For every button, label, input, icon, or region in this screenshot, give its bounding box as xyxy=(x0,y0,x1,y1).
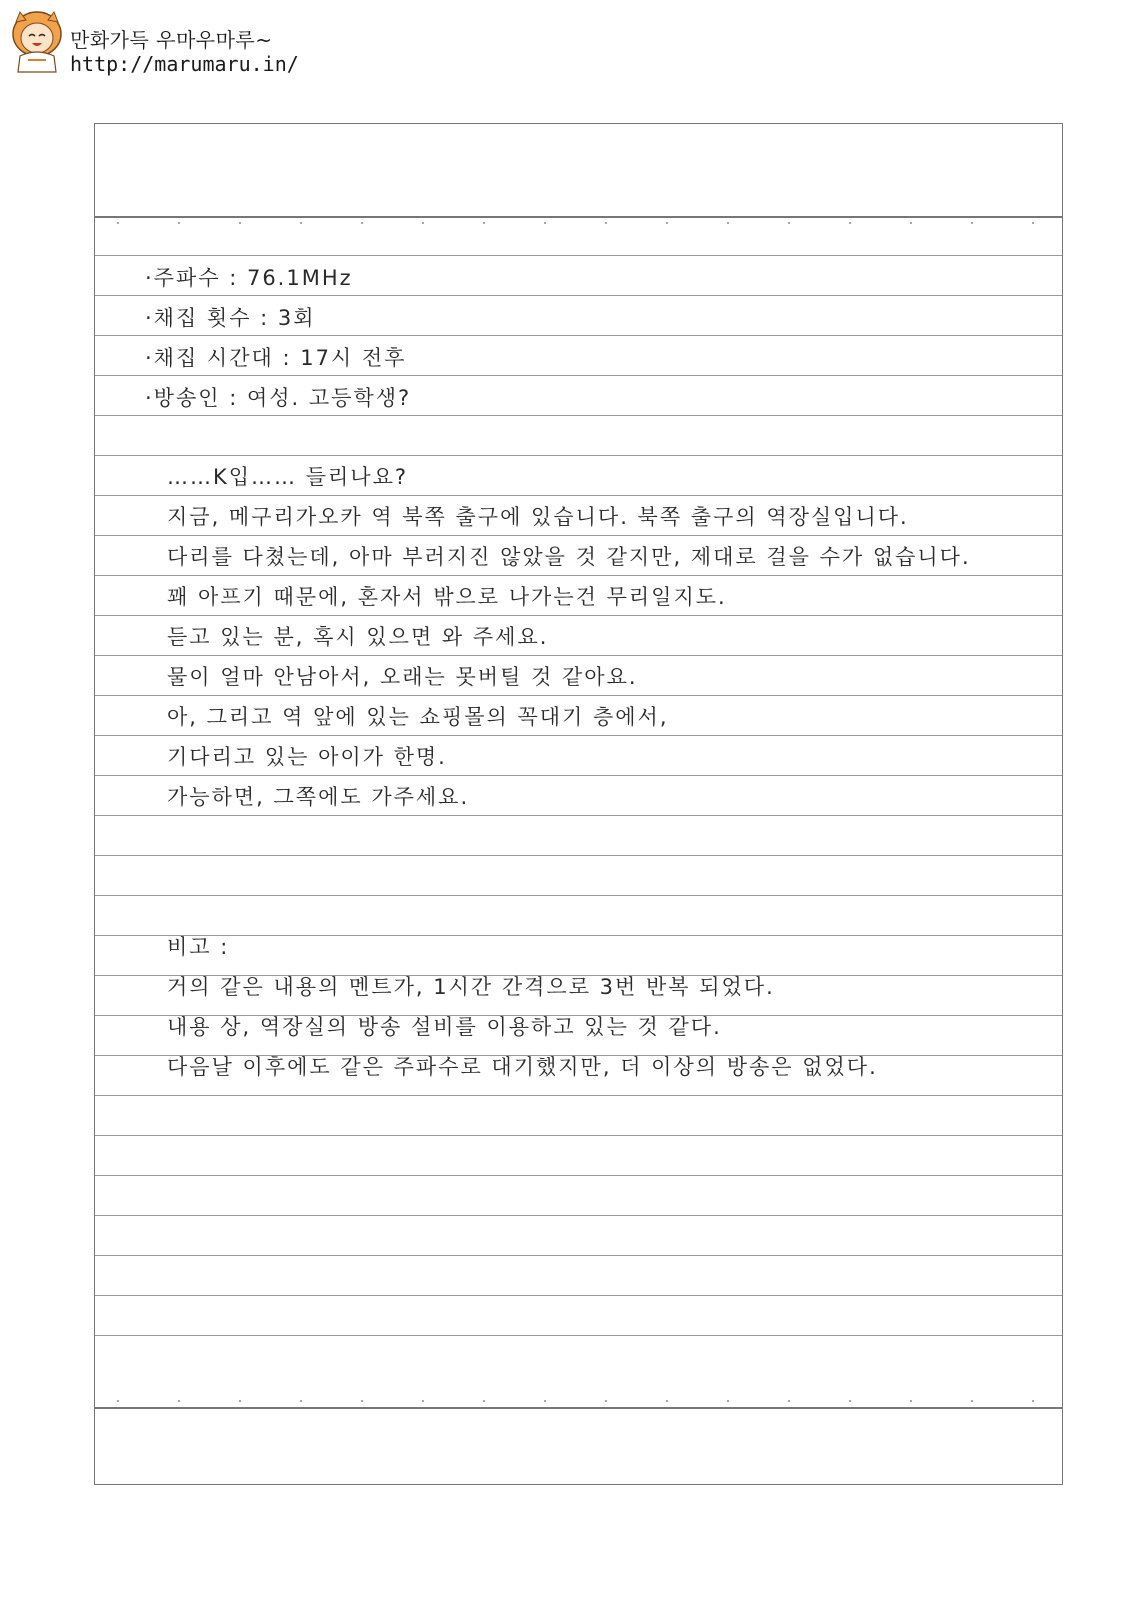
watermark-site-name: 만화가득 우마우마루~ xyxy=(70,28,273,52)
guide-dot xyxy=(788,222,790,224)
watermark xyxy=(8,6,299,76)
ruled-line xyxy=(95,1295,1062,1296)
guide-dot xyxy=(971,222,973,224)
guide-dot xyxy=(117,222,119,224)
remark-line: 거의 같은 내용의 멘트가, 1시간 간격으로 3번 반복 되었다. xyxy=(167,975,775,999)
ruled-line xyxy=(95,1215,1062,1216)
guide-dot xyxy=(483,1400,485,1402)
dotted-guide xyxy=(95,1400,1062,1404)
ruled-line xyxy=(95,1335,1062,1336)
guide-dot xyxy=(666,1400,668,1402)
ruled-line xyxy=(95,535,1062,536)
guide-dot xyxy=(239,1400,241,1402)
guide-dot xyxy=(239,222,241,224)
guide-dot xyxy=(483,222,485,224)
guide-dot xyxy=(422,1400,424,1402)
guide-dot xyxy=(910,222,912,224)
guide-dot xyxy=(910,1400,912,1402)
message-line: 물이 얼마 안남아서, 오래는 못버틸 것 같아요. xyxy=(167,665,638,689)
guide-dot xyxy=(300,1400,302,1402)
field-capture-count: ·채집 횟수 : 3회 xyxy=(145,306,316,330)
guide-dot xyxy=(422,222,424,224)
guide-dot xyxy=(1032,1400,1034,1402)
ruled-line xyxy=(95,655,1062,656)
guide-dot xyxy=(727,1400,729,1402)
ruled-line xyxy=(95,855,1062,856)
message-line: 지금, 메구리가오카 역 북쪽 출구에 있습니다. 북쪽 출구의 역장실입니다. xyxy=(167,505,909,529)
guide-dot xyxy=(361,222,363,224)
guide-dot xyxy=(605,222,607,224)
notebook-page xyxy=(94,123,1063,1485)
guide-dot xyxy=(178,1400,180,1402)
mascot-logo-icon xyxy=(10,8,64,74)
remarks-heading: 비고 : xyxy=(167,935,230,959)
ruled-line xyxy=(95,455,1062,456)
guide-dot xyxy=(849,222,851,224)
ruled-line xyxy=(95,1407,1062,1409)
message-line: 아, 그리고 역 앞에 있는 쇼핑몰의 꼭대기 층에서, xyxy=(167,705,669,729)
guide-dot xyxy=(727,222,729,224)
guide-dot xyxy=(971,1400,973,1402)
ruled-line xyxy=(95,495,1062,496)
ruled-line xyxy=(95,575,1062,576)
guide-dot xyxy=(1032,222,1034,224)
guide-dot xyxy=(849,1400,851,1402)
ruled-line xyxy=(95,1255,1062,1256)
guide-dot xyxy=(300,222,302,224)
ruled-line xyxy=(95,1175,1062,1176)
ruled-line xyxy=(95,1135,1062,1136)
guide-dot xyxy=(544,1400,546,1402)
remark-line: 내용 상, 역장실의 방송 설비를 이용하고 있는 것 같다. xyxy=(167,1015,722,1039)
ruled-line xyxy=(95,375,1062,376)
field-broadcaster: ·방송인 : 여성. 고등학생? xyxy=(145,386,412,410)
guide-dot xyxy=(178,222,180,224)
message-line: 꽤 아프기 때문에, 혼자서 밖으로 나가는건 무리일지도. xyxy=(167,585,727,609)
ruled-line xyxy=(95,935,1062,936)
ruled-line xyxy=(95,895,1062,896)
guide-dot xyxy=(666,222,668,224)
guide-dot xyxy=(117,1400,119,1402)
guide-dot xyxy=(605,1400,607,1402)
ruled-line xyxy=(95,295,1062,296)
ruled-line xyxy=(95,1095,1062,1096)
dotted-guide xyxy=(95,222,1062,226)
message-line: 기다리고 있는 아이가 한명. xyxy=(167,745,447,769)
ruled-line xyxy=(95,615,1062,616)
message-line: 다리를 다쳤는데, 아마 부러지진 않았을 것 같지만, 제대로 걸을 수가 없습니다. xyxy=(167,545,971,569)
ruled-line xyxy=(95,735,1062,736)
ruled-line xyxy=(95,255,1062,256)
remark-line: 다음날 이후에도 같은 주파수로 대기했지만, 더 이상의 방송은 없었다. xyxy=(167,1055,878,1079)
ruled-line xyxy=(95,815,1062,816)
ruled-line xyxy=(95,335,1062,336)
watermark-url: http://marumaru.in/ xyxy=(70,52,299,76)
message-line: 듣고 있는 분, 혹시 있으면 와 주세요. xyxy=(167,625,549,649)
guide-dot xyxy=(361,1400,363,1402)
field-frequency: ·주파수 : 76.1MHz xyxy=(145,266,353,290)
guide-dot xyxy=(544,222,546,224)
message-line: ……K입…… 들리나요? xyxy=(167,465,409,489)
message-line: 가능하면, 그쪽에도 가주세요. xyxy=(167,785,470,809)
field-capture-time: ·채집 시간대 : 17시 전후 xyxy=(145,346,407,370)
ruled-line xyxy=(95,775,1062,776)
ruled-line xyxy=(95,216,1062,218)
ruled-line xyxy=(95,695,1062,696)
ruled-line xyxy=(95,415,1062,416)
guide-dot xyxy=(788,1400,790,1402)
